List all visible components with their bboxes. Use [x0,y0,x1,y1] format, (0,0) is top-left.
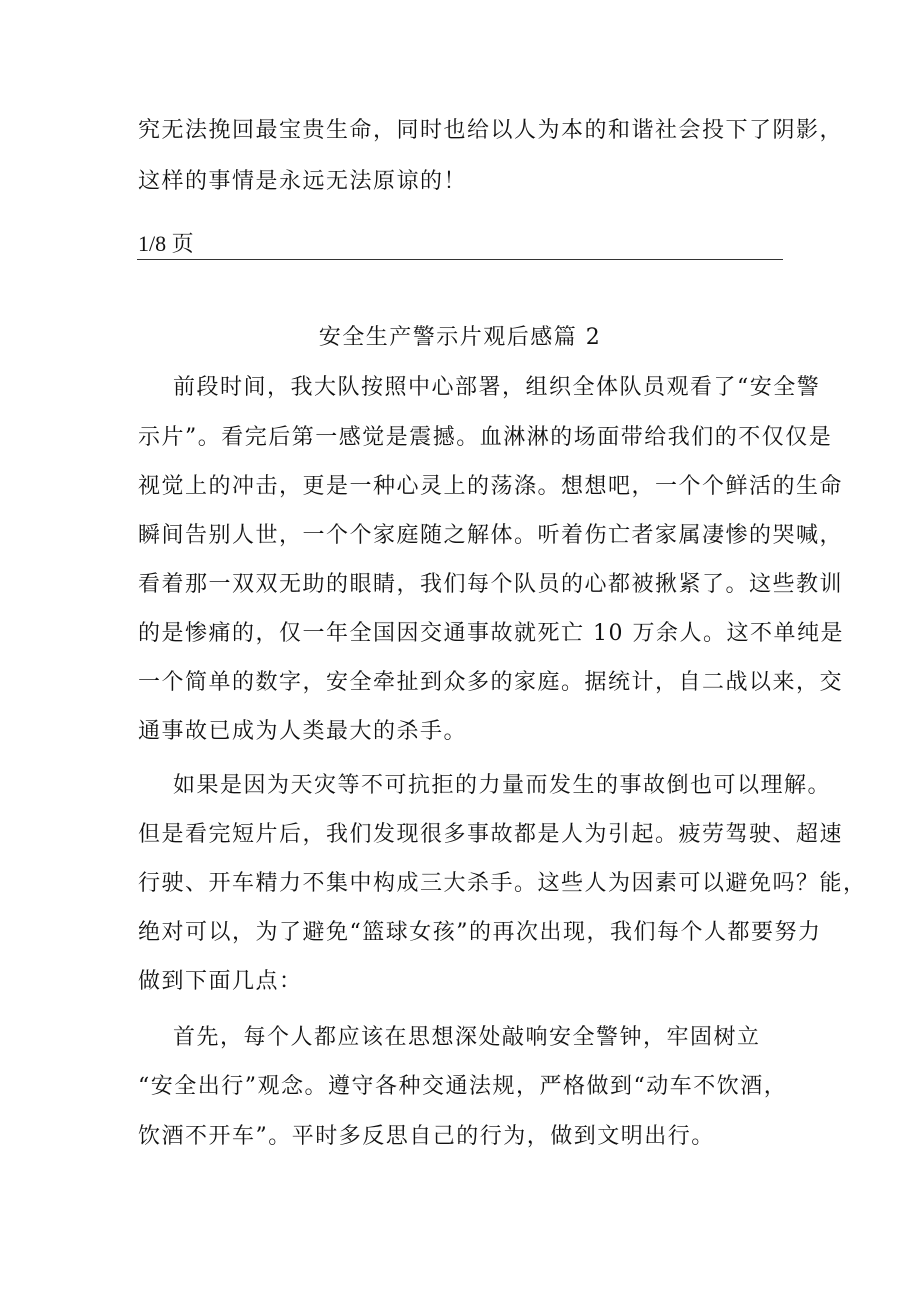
text-line: “安全出行”观念。遵守各种交通法规，严格做到“动车不饮酒， [138,1074,788,1099]
text-line: 通事故已成为人类最大的杀手。 [138,719,468,744]
text-line: 如果是因为天灾等不可抗拒的力量而发生的事故倒也可以理解。 [173,773,832,798]
text-line: 看着那一双双无助的眼睛，我们每个队员的心都被揪紧了。这些教训 [138,572,844,597]
text-line: 究无法挽回最宝贵生命，同时也给以人为本的和谐社会投下了阴影， [138,118,844,143]
text-line: 做到下面几点： [138,969,303,994]
text-line: 一个简单的数字，安全牵扯到众多的家庭。据统计，自二战以来，交 [138,670,844,695]
text-line: 但是看完短片后，我们发现很多事故都是人为引起。疲劳驾驶、超速 [138,822,844,847]
page-number: 1/8 页 [138,231,194,256]
text-line: 饮酒不开车”。平时多反思自己的行为，做到文明出行。 [138,1124,715,1149]
text-line: 瞬间告别人世，一个个家庭随之解体。听着伤亡者家属凄惨的哭喊， [138,523,844,548]
text-line: 行驶、开车精力不集中构成三大杀手。这些人为因素可以避免吗？能， [138,871,867,896]
article-title: 安全生产警示片观后感篇 2 [318,325,602,350]
text-line: 前段时间，我大队按照中心部署，组织全体队员观看了“安全警 [173,375,821,400]
page-divider [137,259,783,260]
text-line: 首先，每个人都应该在思想深处敲响安全警钟，牢固树立 [173,1025,761,1050]
text-line: 视觉上的冲击，更是一种心灵上的荡涤。想想吧，一个个鲜活的生命 [138,474,844,499]
text-line: 绝对可以，为了避免“篮球女孩”的再次出现，我们每个人都要努力 [138,920,822,945]
text-line: 的是惨痛的，仅一年全国因交通事故就死亡 10 万余人。这不单纯是 [138,621,844,646]
text-line: 这样的事情是永远无法原谅的！ [138,169,468,194]
text-line: 示片”。看完后第一感觉是震撼。血淋淋的场面带给我们的不仅仅是 [138,425,833,450]
